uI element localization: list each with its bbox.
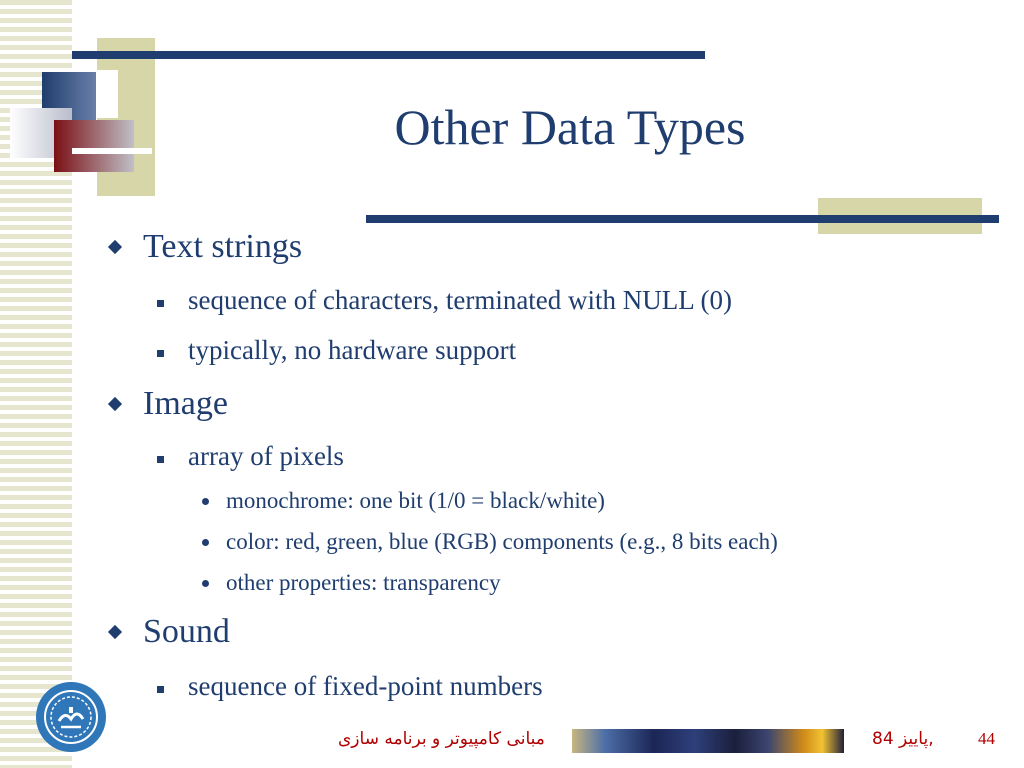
deco-maroon-block xyxy=(54,120,134,172)
university-seal-icon xyxy=(39,685,103,749)
bullet-text: Sound xyxy=(143,613,230,650)
bullet-text: Image xyxy=(143,385,228,422)
diamond-bullet-icon xyxy=(110,627,120,637)
diamond-bullet-icon xyxy=(110,242,120,252)
deco-white-strip xyxy=(72,148,152,154)
footer-course-title: مبانی کامپیوتر و برنامه سازی xyxy=(338,729,545,749)
square-bullet-icon xyxy=(157,456,164,463)
footer-term: پاییز 84, xyxy=(872,729,934,749)
dot-bullet-icon xyxy=(202,539,209,546)
title-top-rule xyxy=(72,51,705,59)
slide-title: Other Data Types xyxy=(394,99,746,155)
bullet-text: array of pixels xyxy=(188,441,344,471)
square-bullet-icon xyxy=(157,300,164,307)
bullet-text: monochrome: one bit (1/0 = black/white) xyxy=(226,488,605,513)
bullet-text: sequence of fixed-point numbers xyxy=(188,671,543,701)
title-bottom-rule xyxy=(366,215,999,223)
diamond-bullet-icon xyxy=(110,399,120,409)
slide-number: 44 xyxy=(978,729,995,748)
university-logo xyxy=(36,682,106,752)
dot-bullet-icon xyxy=(202,580,209,587)
square-bullet-icon xyxy=(157,350,164,357)
bullet-text: typically, no hardware support xyxy=(188,335,517,365)
dot-bullet-icon xyxy=(202,498,209,505)
bullet-text: other properties: transparency xyxy=(226,570,501,595)
deco-white-block xyxy=(96,70,118,118)
square-bullet-icon xyxy=(157,686,164,693)
bullet-text: color: red, green, blue (RGB) components (e.g., 8 bits each) xyxy=(226,529,778,554)
footer-banner-image xyxy=(572,729,844,753)
bullet-text: sequence of characters, terminated with NULL (0) xyxy=(188,285,733,315)
bullet-text: Text strings xyxy=(143,228,303,265)
